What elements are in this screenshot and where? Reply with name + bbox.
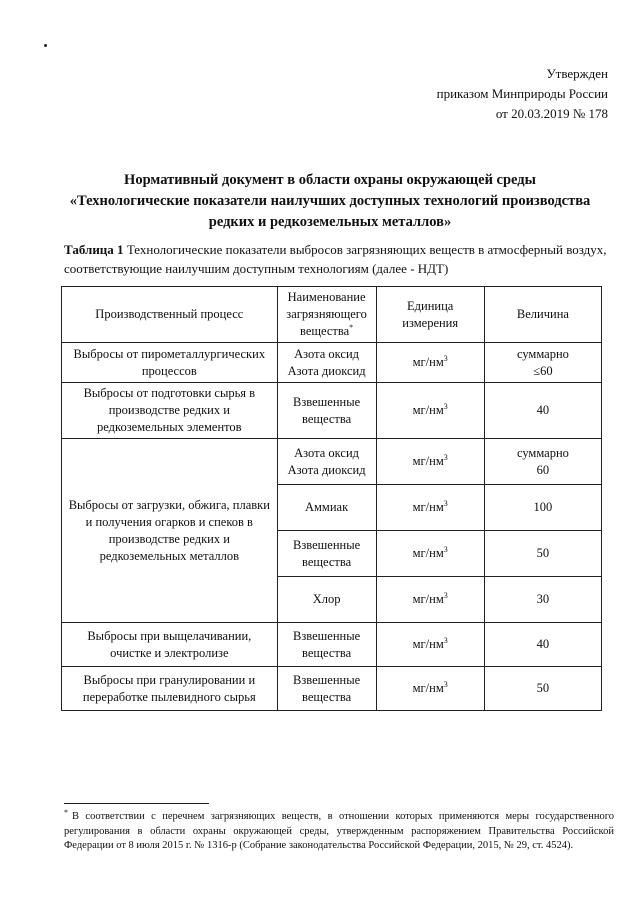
- unit-text: мг/нм: [412, 637, 444, 651]
- header-substance-text: Наименование загрязняющего вещества: [286, 290, 367, 338]
- title-line-1: Нормативный документ в области охраны окружающей среды: [124, 172, 536, 188]
- unit-text: мг/нм: [412, 454, 444, 468]
- table-caption-label: Таблица 1: [64, 242, 124, 257]
- unit-power: 3: [443, 353, 448, 363]
- cell-value: 40: [484, 623, 601, 667]
- unit-text: мг/нм: [412, 592, 444, 606]
- cell-substance: Взвешенные вещества: [277, 383, 376, 439]
- unit-power: 3: [443, 590, 448, 600]
- title-line-3: редких и редкоземельных металлов»: [208, 214, 452, 230]
- cell-process: Выбросы при выщелачивании, очистке и электролизе: [62, 623, 278, 667]
- cell-process: Выбросы от загрузки, обжига, плавки и получения огарков и спеков в производстве редких и редкоземельных металлов: [62, 439, 278, 623]
- stray-dot: [44, 44, 47, 47]
- cell-value: [484, 439, 601, 485]
- cell-value: 30: [484, 577, 601, 623]
- cell-unit: [376, 485, 484, 531]
- value-line: суммарно: [516, 346, 569, 361]
- unit-power: 3: [443, 452, 448, 462]
- cell-substance: Взвешенные вещества: [277, 531, 376, 577]
- unit-text: мг/нм: [412, 681, 444, 695]
- unit-text: мг/нм: [412, 355, 444, 369]
- cell-unit: [376, 531, 484, 577]
- approval-line-1: Утвержден: [546, 66, 608, 81]
- cell-substance: Хлор: [277, 577, 376, 623]
- cell-unit: [376, 343, 484, 383]
- cell-substance: Аммиак: [277, 485, 376, 531]
- cell-value: 50: [484, 531, 601, 577]
- cell-value: 40: [484, 383, 601, 439]
- table-row: [62, 439, 602, 485]
- header-unit: Единица измерения: [376, 287, 484, 343]
- unit-text: мг/нм: [412, 403, 444, 417]
- cell-process: Выбросы от пирометаллургических процессов: [62, 343, 278, 383]
- unit-power: 3: [443, 544, 448, 554]
- approval-line-2: приказом Минприроды России: [436, 86, 608, 101]
- value-line: 60: [536, 462, 550, 477]
- unit-power: 3: [443, 401, 448, 411]
- approval-block: [437, 64, 608, 124]
- substance-line: Азота диоксид: [287, 462, 366, 477]
- cell-substance: Взвешенные вещества: [277, 667, 376, 711]
- cell-substance: [277, 439, 376, 485]
- unit-text: мг/нм: [412, 500, 444, 514]
- value-line: суммарно: [516, 445, 569, 460]
- title-line-2: «Технологические показатели наилучших доступных технологий производства: [69, 193, 591, 209]
- header-value: Величина: [484, 287, 601, 343]
- document-title: [40, 170, 620, 233]
- cell-unit: [376, 623, 484, 667]
- cell-value: 100: [484, 485, 601, 531]
- unit-power: 3: [443, 635, 448, 645]
- substance-line: Азота диоксид: [287, 363, 366, 378]
- unit-power: 3: [443, 498, 448, 508]
- unit-power: 3: [443, 679, 448, 689]
- emissions-table: [61, 286, 602, 711]
- table-row: [62, 343, 602, 383]
- table-row: [62, 667, 602, 711]
- header-substance-footnote-mark: *: [349, 322, 354, 332]
- unit-text: мг/нм: [412, 546, 444, 560]
- cell-process: Выбросы при гранулировании и переработке пылевидного сырья: [62, 667, 278, 711]
- table-header-row: [62, 287, 602, 343]
- table-row: [62, 623, 602, 667]
- cell-substance: Взвешенные вещества: [277, 623, 376, 667]
- cell-process: Выбросы от подготовки сырья в производстве редких и редкоземельных элементов: [62, 383, 278, 439]
- footnote-divider: [64, 803, 209, 804]
- table-caption: [64, 240, 616, 278]
- footnote: [64, 807, 614, 854]
- substance-line: Азота оксид: [294, 346, 360, 361]
- approval-line-3: от 20.03.2019 № 178: [495, 106, 608, 121]
- value-line: ≤60: [533, 363, 553, 378]
- table-caption-text: Технологические показатели выбросов загрязняющих веществ в атмосферный воздух, соответствующие наилучшим доступным технологиям (далее - НДТ): [64, 242, 607, 276]
- cell-unit: [376, 383, 484, 439]
- table-row: [62, 383, 602, 439]
- footnote-mark: *: [64, 807, 68, 817]
- footnote-text: В соответствии с перечнем загрязняющих веществ, в отношении которых применяются меры государственного регулирования в области охраны окружающей среды, утвержденным распоряжением Правительства Российской Федерации от 8 июля 2015 г. № 1316-р (Собрание законодательства Российской Федерации, 2015, № 29, ст. 4524).: [64, 811, 614, 851]
- cell-substance: [277, 343, 376, 383]
- cell-value: 50: [484, 667, 601, 711]
- cell-unit: [376, 439, 484, 485]
- cell-value: [484, 343, 601, 383]
- header-process: Производственный процесс: [62, 287, 278, 343]
- substance-line: Азота оксид: [294, 445, 360, 460]
- cell-unit: [376, 667, 484, 711]
- cell-unit: [376, 577, 484, 623]
- header-substance: [277, 287, 376, 343]
